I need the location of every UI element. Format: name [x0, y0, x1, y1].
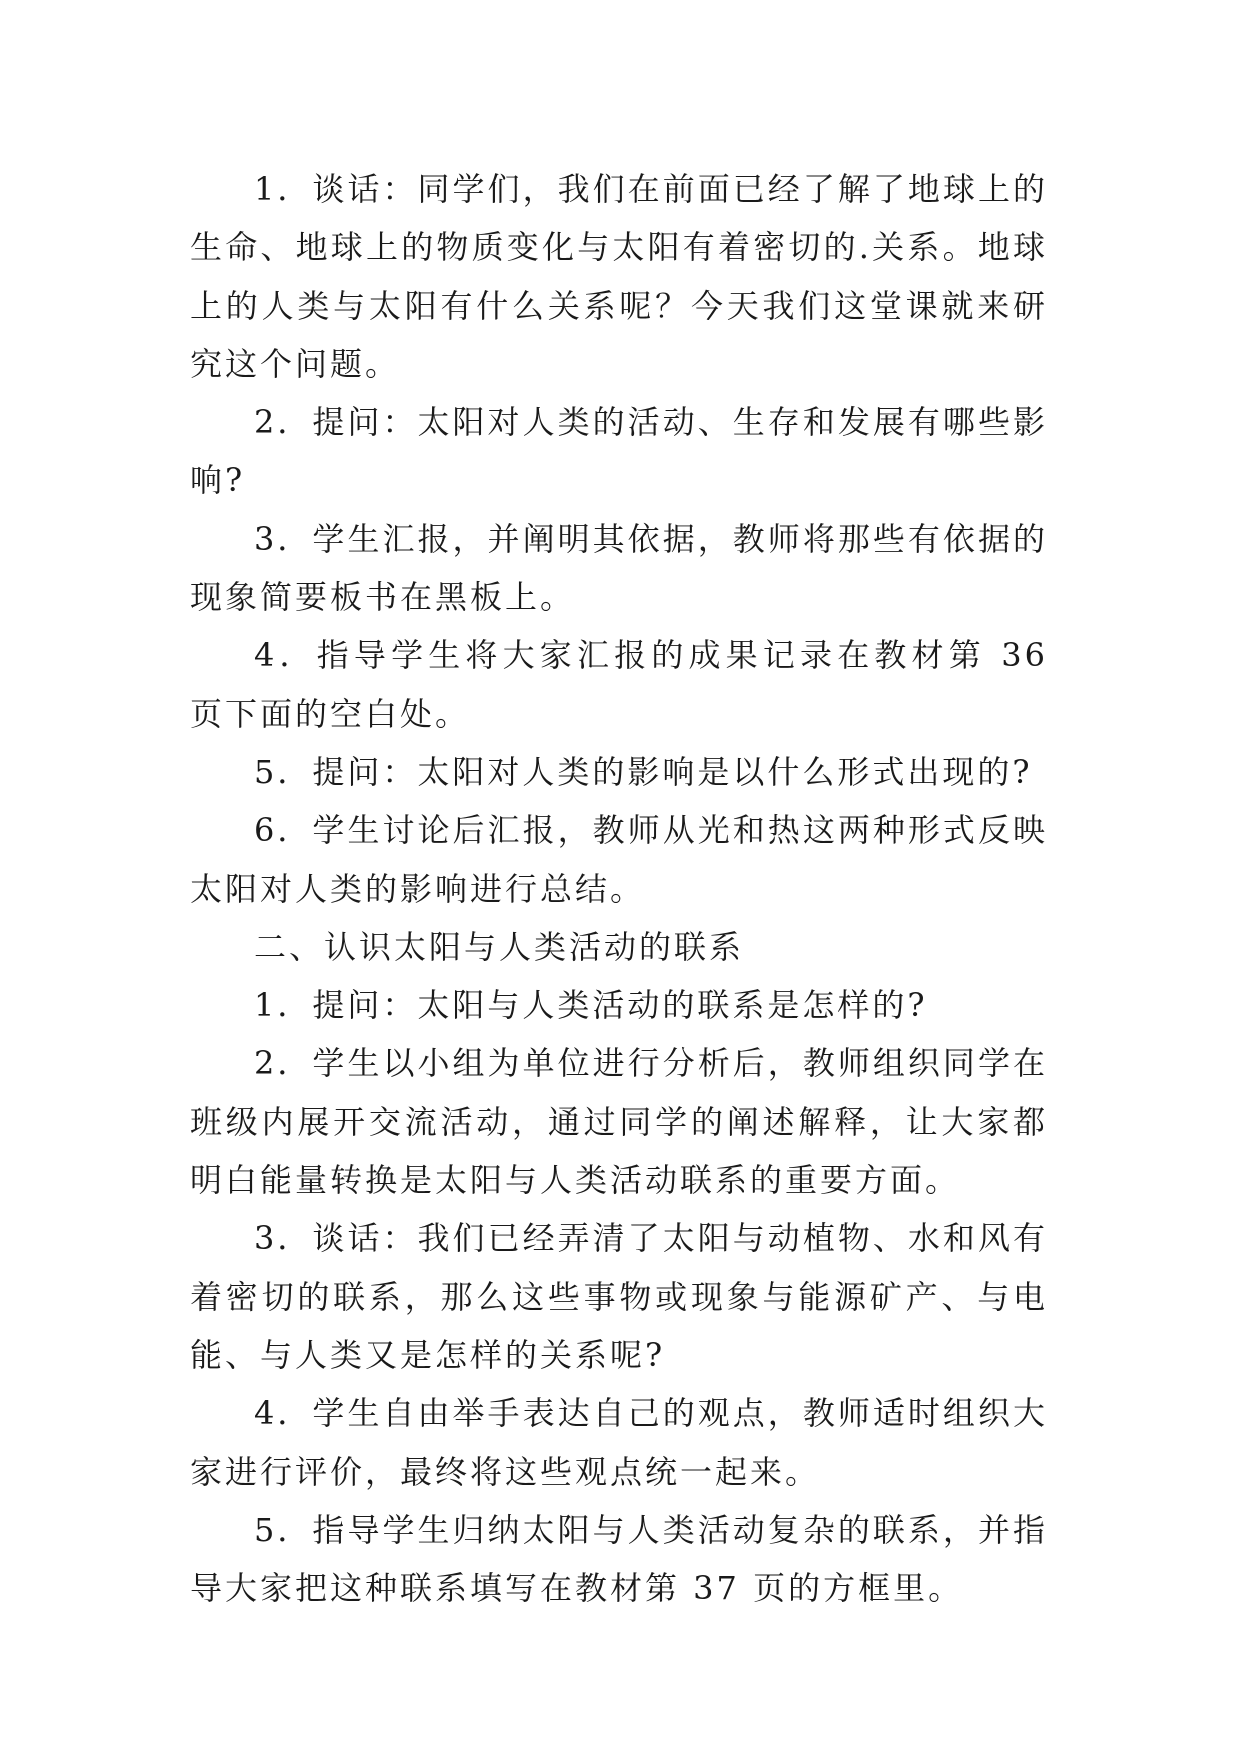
- paragraph: 1．谈话：同学们，我们在前面已经了解了地球上的生命、地球上的物质变化与太阳有着密切的.关系。地球上的人类与太阳有什么关系呢？今天我们这堂课就来研究这个问题。: [190, 170, 1048, 383]
- paragraph: 4．指导学生将大家汇报的成果记录在教材第 36 页下面的空白处。: [190, 636, 1048, 733]
- paragraph: 2．提问：太阳对人类的活动、生存和发展有哪些影响?: [190, 403, 1048, 500]
- paragraph: 5．提问：太阳对人类的影响是以什么形式出现的?: [254, 752, 1033, 791]
- paragraph: 6．学生讨论后汇报，教师从光和热这两种形式反映太阳对人类的影响进行总结。: [190, 811, 1048, 908]
- paragraph: 4．学生自由举手表达自己的观点，教师适时组织大家进行评价，最终将这些观点统一起来。: [190, 1394, 1048, 1491]
- paragraph: 5．指导学生归纳太阳与人类活动复杂的联系，并指导大家把这种联系填写在教材第 37 页的方框里。: [190, 1510, 1048, 1608]
- paragraph: 2．学生以小组为单位进行分析后，教师组织同学在班级内展开交流活动，通过同学的阐述解释，让大家都明白能量转换是太阳与人类活动联系的重要方面。: [190, 1044, 1048, 1200]
- document-body: [190, 160, 1048, 1617]
- paragraph: 1．提问：太阳与人类活动的联系是怎样的?: [254, 986, 928, 1025]
- section-heading: 二、认识太阳与人类活动的联系: [254, 927, 745, 966]
- paragraph: 3．谈话：我们已经弄清了太阳与动植物、水和风有着密切的联系，那么这些事物或现象与能源矿产、与电能、与人类又是怎样的关系呢?: [190, 1219, 1048, 1374]
- paragraph: 3．学生汇报，并阐明其依据，教师将那些有依据的现象简要板书在黑板上。: [190, 519, 1048, 617]
